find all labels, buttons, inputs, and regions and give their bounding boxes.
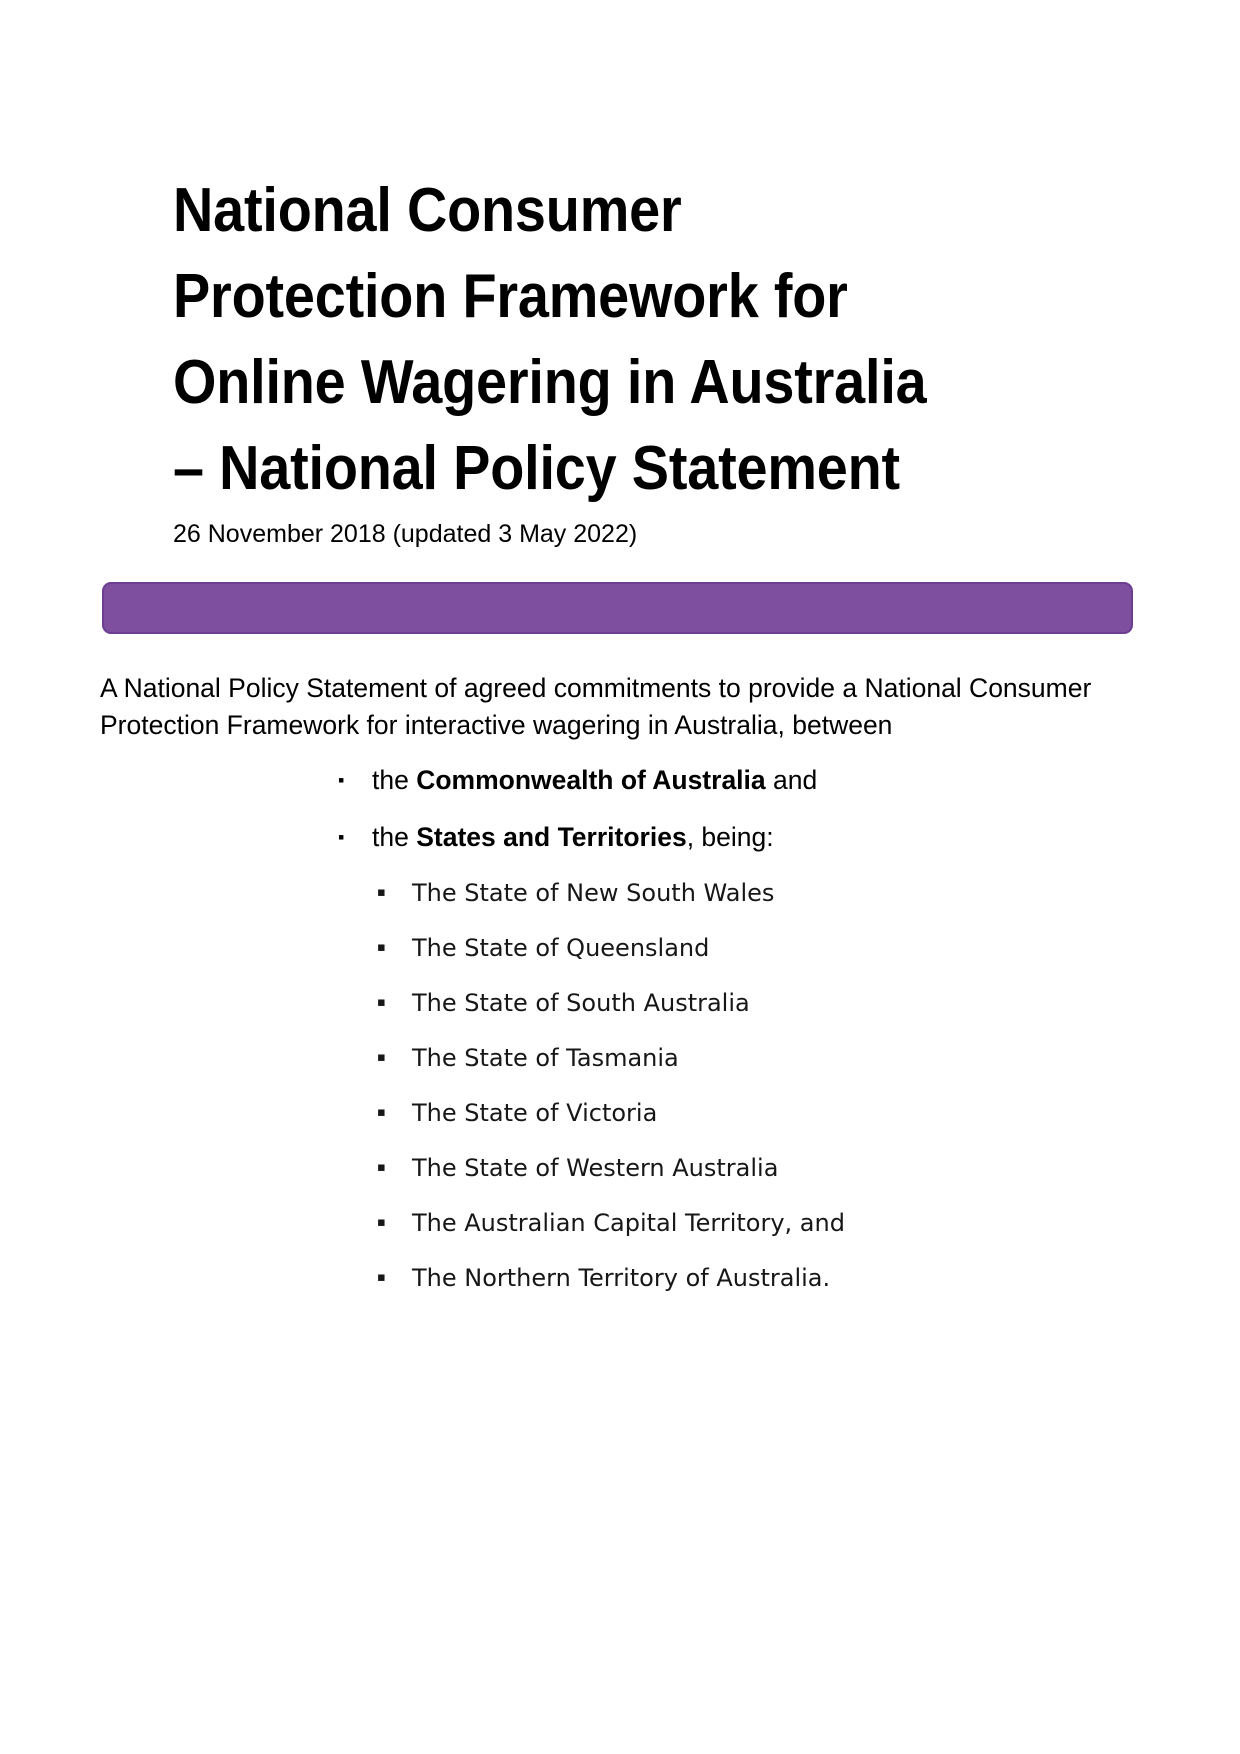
list-item	[0, 1261, 1240, 1295]
page-title-line-3: Online Wagering in Australia	[173, 348, 927, 417]
square-bullet-icon: ▪	[377, 1215, 386, 1230]
page-title-line-1: National Consumer	[173, 176, 682, 245]
jurisdiction-label: The State of Western Australia	[412, 1154, 779, 1182]
title-block	[173, 168, 1103, 550]
jurisdiction-label: The State of Victoria	[412, 1099, 658, 1127]
jurisdiction-label: The State of Queensland	[412, 934, 710, 962]
list-item	[0, 931, 1240, 965]
list-item	[0, 1151, 1240, 1185]
square-bullet-icon: ▪	[377, 1105, 386, 1120]
page-title-line-4: – National Policy Statement	[173, 434, 900, 503]
square-bullet-icon: ▪	[377, 940, 386, 955]
list-item	[0, 819, 1240, 856]
jurisdiction-label: The Australian Capital Territory, and	[412, 1209, 845, 1237]
list-item	[0, 876, 1240, 910]
intro-paragraph: A National Policy Statement of agreed commitments to provide a National Consumer Protection Framework for interactive wagering in Australia, between	[100, 673, 1092, 740]
jurisdiction-label: The State of Tasmania	[412, 1044, 679, 1072]
square-bullet-icon: ▪	[377, 995, 386, 1010]
square-bullet-icon: ▪	[377, 885, 386, 900]
jurisdiction-label: The Northern Territory of Australia.	[412, 1264, 831, 1292]
square-bullet-icon: ▪	[338, 827, 345, 847]
list-item	[0, 1041, 1240, 1075]
jurisdictions-list	[0, 876, 1240, 1316]
list-item	[0, 1096, 1240, 1130]
party-prefix-1: the	[372, 765, 417, 795]
party-prefix-2: the	[372, 822, 417, 852]
square-bullet-icon: ▪	[338, 770, 345, 790]
party-suffix-2: , being:	[686, 822, 774, 852]
list-item	[0, 986, 1240, 1020]
accent-divider-bar	[102, 582, 1133, 634]
party-name-2: States and Territories	[416, 822, 687, 852]
list-item	[0, 1206, 1240, 1240]
party-name-1: Commonwealth of Australia	[416, 765, 766, 795]
square-bullet-icon: ▪	[377, 1050, 386, 1065]
jurisdiction-label: The State of South Australia	[412, 989, 750, 1017]
square-bullet-icon: ▪	[377, 1270, 386, 1285]
parties-list	[0, 762, 1240, 876]
page-title-line-2: Protection Framework for	[173, 262, 848, 331]
jurisdiction-label: The State of New South Wales	[412, 879, 775, 907]
list-item	[0, 762, 1240, 799]
document-date: 26 November 2018 (updated 3 May 2022)	[173, 520, 638, 548]
party-suffix-1: and	[765, 765, 818, 795]
square-bullet-icon: ▪	[377, 1160, 386, 1175]
page-title	[173, 168, 1010, 512]
